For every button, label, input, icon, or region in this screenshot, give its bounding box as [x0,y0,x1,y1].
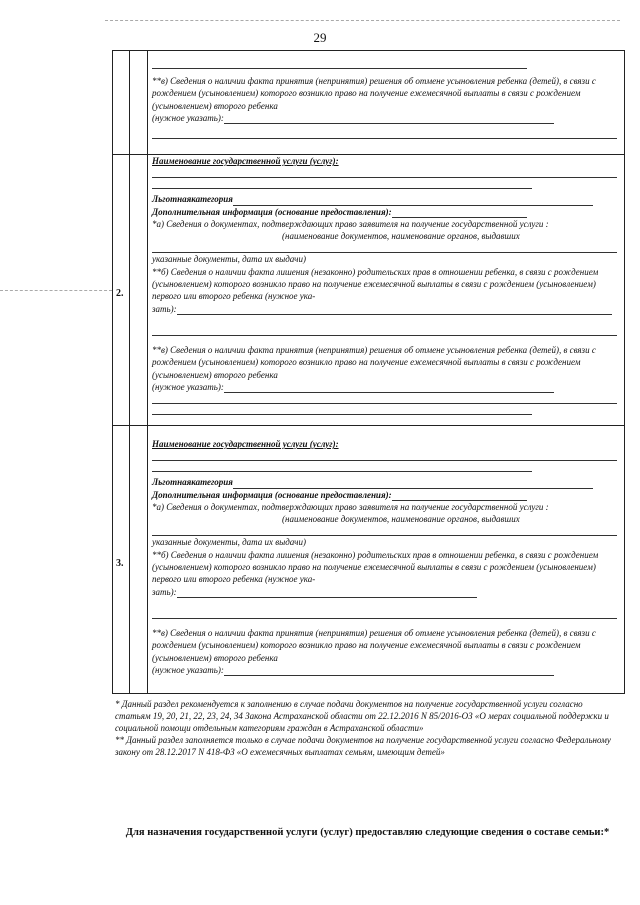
a-sub-caption: (наименование документов, наименование органов, выдавших [282,231,520,242]
row-3-block [152,438,620,676]
column-divider [129,51,130,693]
service-title: Наименование государственной услуги (услуг): [152,156,339,166]
blank-line[interactable] [152,608,617,619]
v-label: (нужное указать): [152,112,224,123]
b-text: **б) Сведения о наличии факта лишения (незаконно) родительских прав в отношении ребенка, в связи с рождением (усыновлением) которого возникло право на получение ежемесячной выплаты в связи с рождением (усыновлением) первого или второго ребенка (нужное ука- [152,266,599,302]
row-2-block [152,155,620,415]
v-text: **в) Сведения о наличии факта принятия (непринятия) решения об отмене усыновления ребенка (детей), в связи с рождением (усыновлением) которого возникло право на получение ежемесячной выплаты в связи с рождением (усыновлением) второго ребенка [152,344,596,380]
footnotes [115,698,620,758]
footnote-1: * Данный раздел рекомендуется к заполнению в случае подачи документов на получение государственной услуги согласно статьям 19, 20, 21, 22, 23, 24, 34 Закона Астраханской области от 22.12.2016 N 85/2016-ОЗ «О мерах социальной поддержки и социальной помощи отдельным категориям граждан в Астраханской области» [115,699,609,733]
blank-line[interactable] [152,128,617,139]
footnote-2: ** Данный раздел заполняется только в случае подачи документов на получение государственной услуги согласно Федеральному закону от 28.12.2017 N 418-ФЗ «О ежемесячных выплатах семьям, имеющим детей» [115,735,611,757]
v-text: **в) Сведения о наличии факта принятия (непринятия) решения об отмене усыновления ребенка (детей), в связи с рождением (усыновлением) которого возникло право на получение ежемесячной выплаты в связи с рождением (усыновлением) второго ребенка [152,627,596,663]
b-field[interactable] [177,305,612,315]
a-field[interactable] [152,242,617,253]
v-field[interactable] [224,383,554,393]
a-tail: указанные документы, дата их выдачи) [152,254,306,265]
category-label: Льготнаякатегория [152,477,233,488]
family-composition-heading: Для назначения государственной услуги (услуг) предоставляю следующие сведения о составе семьи:* [125,827,610,838]
v-label: (нужное указать): [152,664,224,675]
blank-line[interactable] [152,393,617,404]
v-label: (нужное указать): [152,381,224,392]
page-number: 29 [313,30,327,45]
blank-line[interactable] [152,404,532,415]
a-text: *а) Сведения о документах, подтверждающих право заявителя на получение государственной услуги : [152,218,549,229]
additional-info-field[interactable] [392,208,527,218]
b-tail: зать): [152,303,177,314]
service-field[interactable] [152,461,532,472]
row-number: 2. [116,288,124,299]
v-answer-field[interactable] [224,114,554,124]
a-field[interactable] [152,525,617,536]
scan-edge-line [105,20,620,21]
additional-info-label: Дополнительная информация (основание предоставления): [152,206,392,217]
blank-line[interactable] [152,325,617,336]
category-field[interactable] [233,479,593,489]
additional-info-field[interactable] [392,491,527,501]
service-title: Наименование государственной услуги (услуг): [152,439,339,449]
v-text: **в) Сведения о наличии факта принятия (непринятия) решения об отмене усыновления ребенка (детей), в связи с рождением (усыновлением) которого возникло право на получение ежемесячной выплаты в связи с рождением (усыновлением) второго ребенка [152,76,596,111]
b-tail: зать): [152,586,177,597]
a-tail: указанные документы, дата их выдачи) [152,537,306,548]
additional-info-label: Дополнительная информация (основание предоставления): [152,489,392,500]
a-sub-caption: (наименование документов, наименование органов, выдавших [282,514,520,525]
fold-line [0,290,112,291]
a-text: *а) Сведения о документах, подтверждающих право заявителя на получение государственной услуги : [152,501,549,512]
b-text: **б) Сведения о наличии факта лишения (незаконно) родительских прав в отношении ребенка, в связи с рождением (усыновлением) которого возникло право на получение ежемесячной выплаты в связи с рождением (усыновлением) первого или второго ребенка (нужное ука- [152,549,599,585]
b-field[interactable] [177,588,477,598]
service-field[interactable] [152,450,617,461]
service-field[interactable] [152,178,532,189]
v-field[interactable] [224,666,554,676]
row-number: 3. [116,558,124,569]
row-divider [113,425,624,426]
service-field[interactable] [152,167,617,178]
category-label: Льготнаякатегория [152,194,233,205]
column-divider [147,51,148,693]
section-continuation [152,58,620,139]
category-field[interactable] [233,196,593,206]
blank-line[interactable] [152,58,527,69]
